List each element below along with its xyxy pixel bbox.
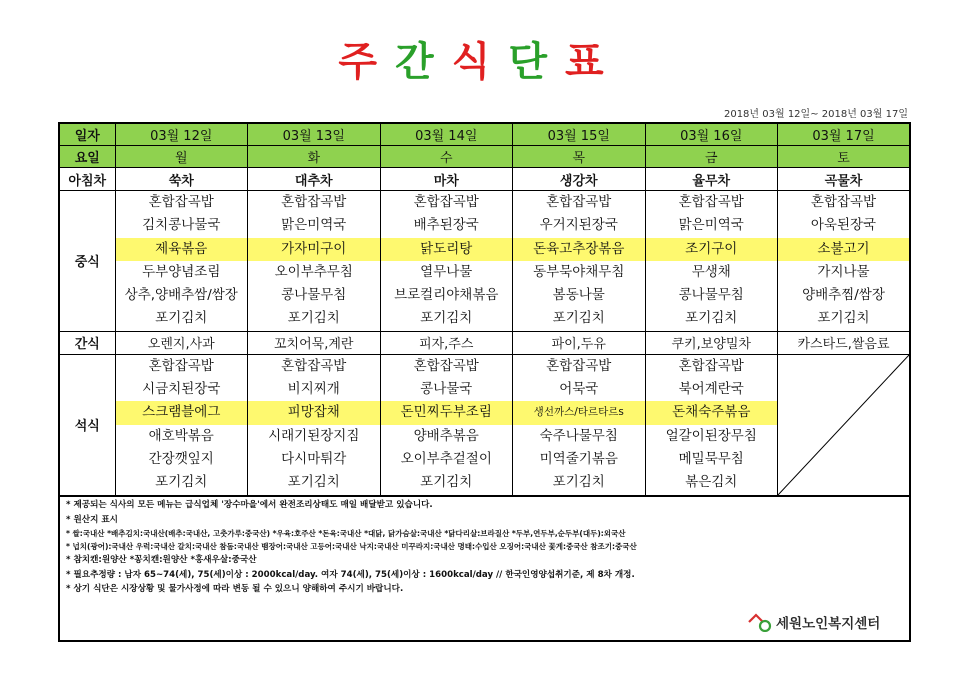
date-cell: 03월 14일 [380,123,513,146]
weekly-menu-table [58,122,911,497]
lunch-menu-item: 제육볶음 [116,238,248,261]
breakfast-tea-row [59,168,910,191]
dinner-day-cell [380,354,513,496]
lunch-menu-item: 소불고기 [778,238,909,261]
lunch-row [59,191,910,332]
dinner-day-cell [513,354,646,496]
note-line: * 원산지 표시 [66,514,118,525]
snack-cell: 쿠키,보양밀차 [645,331,778,354]
lunch-menu-item: 포기김치 [155,310,208,327]
lunch-menu-item: 돈육고추장볶음 [513,238,645,261]
lunch-menu-item: 아욱된장국 [810,217,877,234]
note-line: * 쌀:국내산 *배추김치:국내산(배추:국내산, 고춧가루:중국산) *우육:호주산 *돈육:국내산 *대닭, 닭가슴살:국내산 *닭다리살:브라질산 *두부,연두부,순두부(대두):외국산 [66,529,626,538]
weekday-label: 요일 [59,146,115,168]
dinner-menu-item: 다시마튀각 [281,450,347,467]
dinner-menu-item: 간장깻잎지 [148,450,214,467]
date-cell: 03월 16일 [645,123,778,146]
lunch-menu-item: 포기김치 [287,310,340,327]
snack-row [59,331,910,354]
title-char: 주 [338,39,396,85]
house-logo-icon [748,612,772,632]
dinner-menu-item: 얼갈이된장무침 [665,427,757,444]
dinner-day-cell [115,354,248,496]
date-cell: 03월 12일 [115,123,248,146]
breakfast-tea-cell: 곡물차 [778,168,911,191]
title-char: 단 [508,39,565,85]
dinner-menu-item: 오이부추겉절이 [400,450,492,467]
dinner-menu-item: 혼합잡곡밥 [546,357,612,374]
snack-cell: 오렌지,사과 [115,331,248,354]
lunch-menu-item: 배추된장국 [413,217,479,234]
lunch-menu-item: 혼합잡곡밥 [810,194,877,210]
dinner-menu-item: 애호박볶음 [148,427,214,444]
snack-cell: 파이,두유 [513,331,646,354]
dinner-menu-item: 콩나물국 [420,381,473,398]
dinner-menu-item: 북어계란국 [678,381,744,398]
dinner-menu-item: 생선까스/타르타르s [513,401,645,424]
note-line: * 필요추정량 : 남자 65~74(세), 75(세)이상 : 2000kcal/day. 여자 74(세), 75(세)이상 : 1600kcal/day // 한국인영양섭취기준, 제 8차 개정. [66,569,635,580]
snack-cell: 꼬치어묵,계란 [248,331,381,354]
dinner-menu-item: 혼합잡곡밥 [281,357,347,374]
lunch-menu-item: 닭도리탕 [381,238,513,261]
date-cell: 03월 13일 [248,123,381,146]
dinner-menu-item: 미역줄기볶음 [539,450,618,467]
lunch-day-cell [248,191,381,332]
dinner-menu-item: 스크램블에그 [116,401,248,424]
breakfast-tea-cell: 율무차 [645,168,778,191]
dinner-day-cell [248,354,381,496]
title-char: 간 [395,39,452,85]
title-char: 식 [451,39,509,85]
dinner-menu-item: 돈민찌두부조림 [381,401,513,424]
dinner-menu-item: 비지찌개 [287,381,340,398]
lunch-menu-item: 맑은미역국 [281,217,347,234]
lunch-menu-item: 포기김치 [685,310,738,327]
lunch-menu-item: 혼합잡곡밥 [281,194,347,210]
lunch-menu-item: 혼합잡곡밥 [413,194,479,210]
lunch-menu-item: 혼합잡곡밥 [678,194,744,210]
lunch-menu-item: 김치콩나물국 [142,217,221,234]
dinner-menu-item: 양배추볶음 [413,427,479,444]
weekday-cell: 화 [248,146,381,168]
lunch-menu-item: 동부묵야채무침 [533,263,625,280]
lunch-menu-item: 혼합잡곡밥 [148,194,214,210]
lunch-label: 중식 [59,191,115,332]
dinner-menu-item: 포기김치 [287,474,340,491]
dinner-menu-item: 시래기된장지짐 [268,427,360,444]
menu-period: 2018년 03월 12일~ 2018년 03월 17일 [723,109,908,120]
center-name: 세원노인복지센터 [776,616,881,632]
lunch-menu-item: 맑은미역국 [678,217,744,234]
date-cell: 03월 17일 [778,123,911,146]
dinner-menu-item: 볶은김치 [685,474,738,491]
lunch-menu-item: 무생채 [691,263,731,280]
lunch-menu-item: 열무나물 [420,263,473,280]
note-line: * 제공되는 식사의 모든 메뉴는 급식업체 '장수마을'에서 완전조리상태도 매일 배달받고 있습니다. [66,500,433,510]
dinner-menu-item: 포기김치 [552,474,605,491]
lunch-menu-item: 혼합잡곡밥 [546,194,612,210]
date-row [59,123,910,146]
lunch-day-cell [645,191,778,332]
lunch-menu-item: 우거지된장국 [539,217,618,234]
lunch-menu-item: 조기구이 [646,238,778,261]
lunch-menu-item: 포기김치 [552,310,605,327]
lunch-menu-item: 봄동나물 [552,287,605,304]
note-line: * 참치캔:원양산 *꽁치캔:원양산 *홍새우살:중국산 [66,555,257,565]
snack-label: 간식 [59,331,115,354]
note-line: * 상기 식단은 시장상황 및 물가사정에 따라 변동 될 수 있으니 양해하여 주시기 바랍니다. [66,584,404,594]
breakfast-label: 아침차 [59,168,115,191]
lunch-menu-item: 양배추찜/쌈장 [802,287,885,304]
dinner-menu-item: 시금치된장국 [142,381,221,398]
lunch-menu-item: 가지나물 [817,263,870,280]
lunch-menu-item: 상추,양배추쌈/쌈장 [124,287,238,304]
weekday-cell: 수 [380,146,513,168]
page-title [0,30,960,87]
weekday-cell: 목 [513,146,646,168]
breakfast-tea-cell: 마차 [380,168,513,191]
empty-dinner-cell [778,354,911,496]
lunch-menu-item: 포기김치 [817,310,870,327]
dinner-menu-item: 어묵국 [559,381,599,398]
lunch-menu-item: 가자미구이 [248,238,380,261]
date-cell: 03월 15일 [513,123,646,146]
dinner-menu-item: 메밀묵무침 [678,450,744,467]
diagonal-line [778,355,909,495]
lunch-day-cell [380,191,513,332]
dinner-menu-item: 숙주나물무침 [539,427,618,444]
lunch-menu-item: 두부양념조림 [142,263,221,280]
dinner-menu-item: 혼합잡곡밥 [148,357,214,374]
snack-cell: 피자,주스 [380,331,513,354]
breakfast-tea-cell: 생강차 [513,168,646,191]
dinner-menu-item: 혼합잡곡밥 [413,357,479,374]
dinner-menu-item: 포기김치 [420,474,473,491]
weekday-cell: 월 [115,146,248,168]
lunch-day-cell [513,191,646,332]
center-logo [748,612,880,632]
date-label: 일자 [59,123,115,146]
lunch-menu-item: 브로컬리야채볶음 [394,287,499,304]
dinner-menu-item: 포기김치 [155,474,208,491]
title-char: 표 [564,39,622,85]
dinner-day-cell [645,354,778,496]
dinner-menu-item: 돈채숙주볶음 [646,401,778,424]
lunch-day-cell [778,191,911,332]
lunch-day-cell [115,191,248,332]
lunch-menu-item: 콩나물무침 [678,287,744,304]
snack-cell: 카스타드,쌀음료 [778,331,911,354]
note-line: * 넙치(광어):국내산 우럭:국내산 갈치:국내산 참돔:국내산 뱀장어:국내산 고등어:국내산 낙지:국내산 미꾸라지:국내산 명태:수입산 오징어:국내산 꽃게:중국산 참조기:중국산 [66,542,637,551]
dinner-label: 석식 [59,354,115,496]
dinner-menu-item: 혼합잡곡밥 [678,357,744,374]
weekday-cell: 토 [778,146,911,168]
lunch-menu-item: 오이부추무침 [274,263,353,280]
dinner-menu-item: 피망잡채 [248,401,380,424]
lunch-menu-item: 포기김치 [420,310,473,327]
weekday-row [59,146,910,168]
weekday-cell: 금 [645,146,778,168]
lunch-menu-item: 콩나물무침 [281,287,347,304]
breakfast-tea-cell: 대추차 [248,168,381,191]
breakfast-tea-cell: 쑥차 [115,168,248,191]
dinner-row [59,354,910,496]
